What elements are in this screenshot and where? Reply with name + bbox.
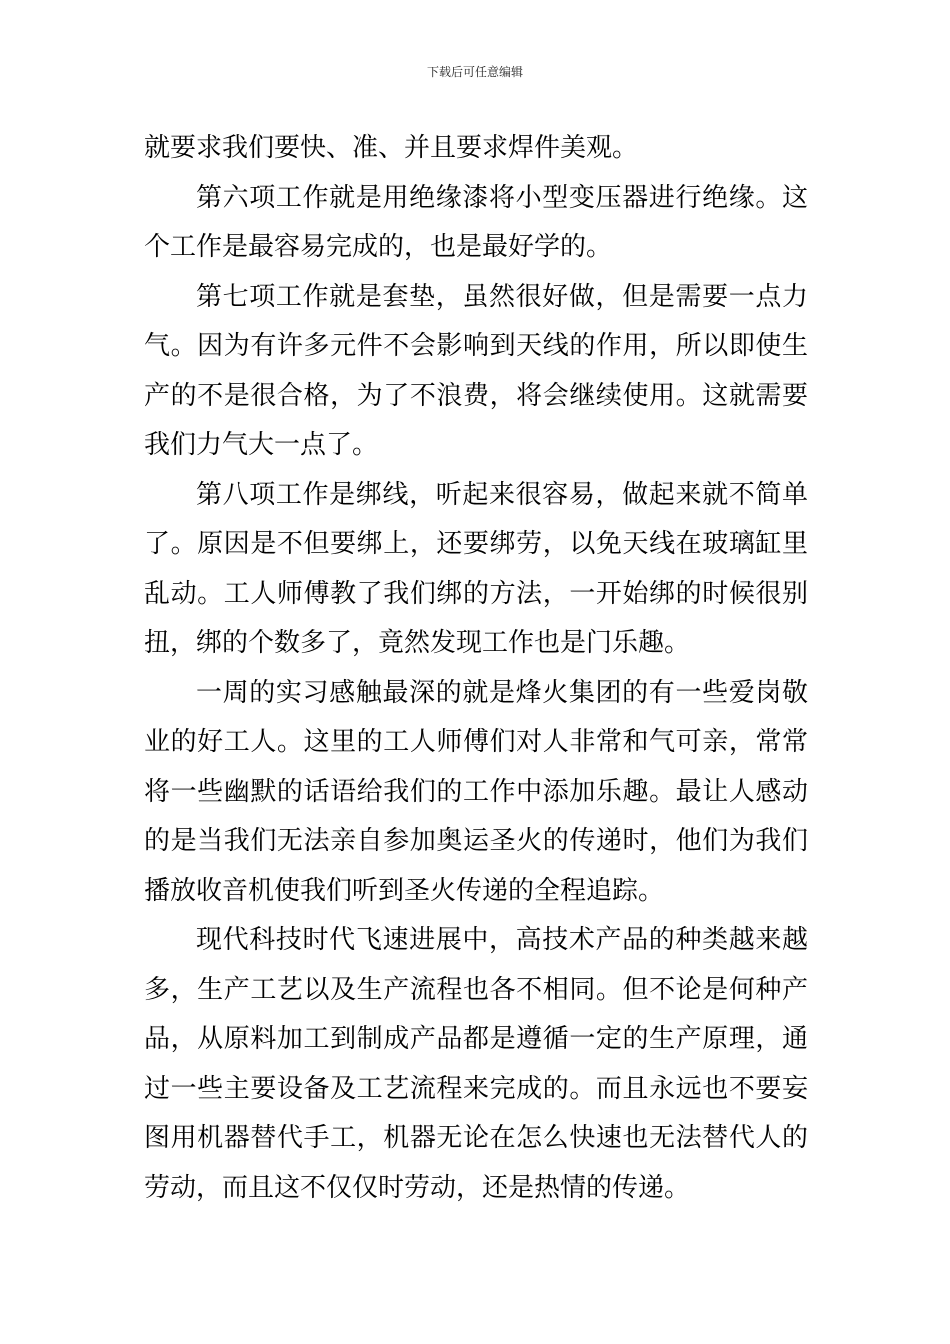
paragraph-continuation: 就要求我们要快、准、并且要求焊件美观。 <box>144 133 639 163</box>
document-body <box>144 124 808 1213</box>
page-header: 下载后可任意编辑 <box>426 65 523 79</box>
paragraph-reflection-technology: 现代科技时代飞速进展中，高技术产品的种类越来越多，生产工艺以及生产流程也各不相同。但不论是何种产品，从原料加工到制成产品都是遵循一定的生产原理，通过一些主要设备及工艺流程来完成的。而且永远也不要妄图用机器替代手工，机器无论在怎么快速也无法替代人的劳动，而且这不仅仅时劳动，还是热情的传递。 <box>144 925 808 1203</box>
paragraph-item-six: 第六项工作就是用绝缘漆将小型变压器进行绝缘。这个工作是最容易完成的，也是最好学的。 <box>144 182 808 262</box>
paragraph-reflection-workers: 一周的实习感触最深的就是烽火集团的有一些爱岗敬业的好工人。这里的工人师傅们对人非常和气可亲，常常将一些幽默的话语给我们的工作中添加乐趣。最让人感动的是当我们无法亲自参加奥运圣火的传递时，他们为我们播放收音机使我们听到圣火传递的全程追踪。 <box>144 677 808 906</box>
paragraph-item-eight: 第八项工作是绑线，听起来很容易，做起来就不简单了。原因是不但要绑上，还要绑劳，以免天线在玻璃缸里乱动。工人师傅教了我们绑的方法，一开始绑的时候很别扭，绑的个数多了，竟然发现工作也是门乐趣。 <box>144 479 808 658</box>
paragraph-item-seven: 第七项工作就是套垫，虽然很好做，但是需要一点力气。因为有许多元件不会影响到天线的作用，所以即使生产的不是很合格，为了不浪费，将会继续使用。这就需要我们力气大一点了。 <box>144 281 808 460</box>
